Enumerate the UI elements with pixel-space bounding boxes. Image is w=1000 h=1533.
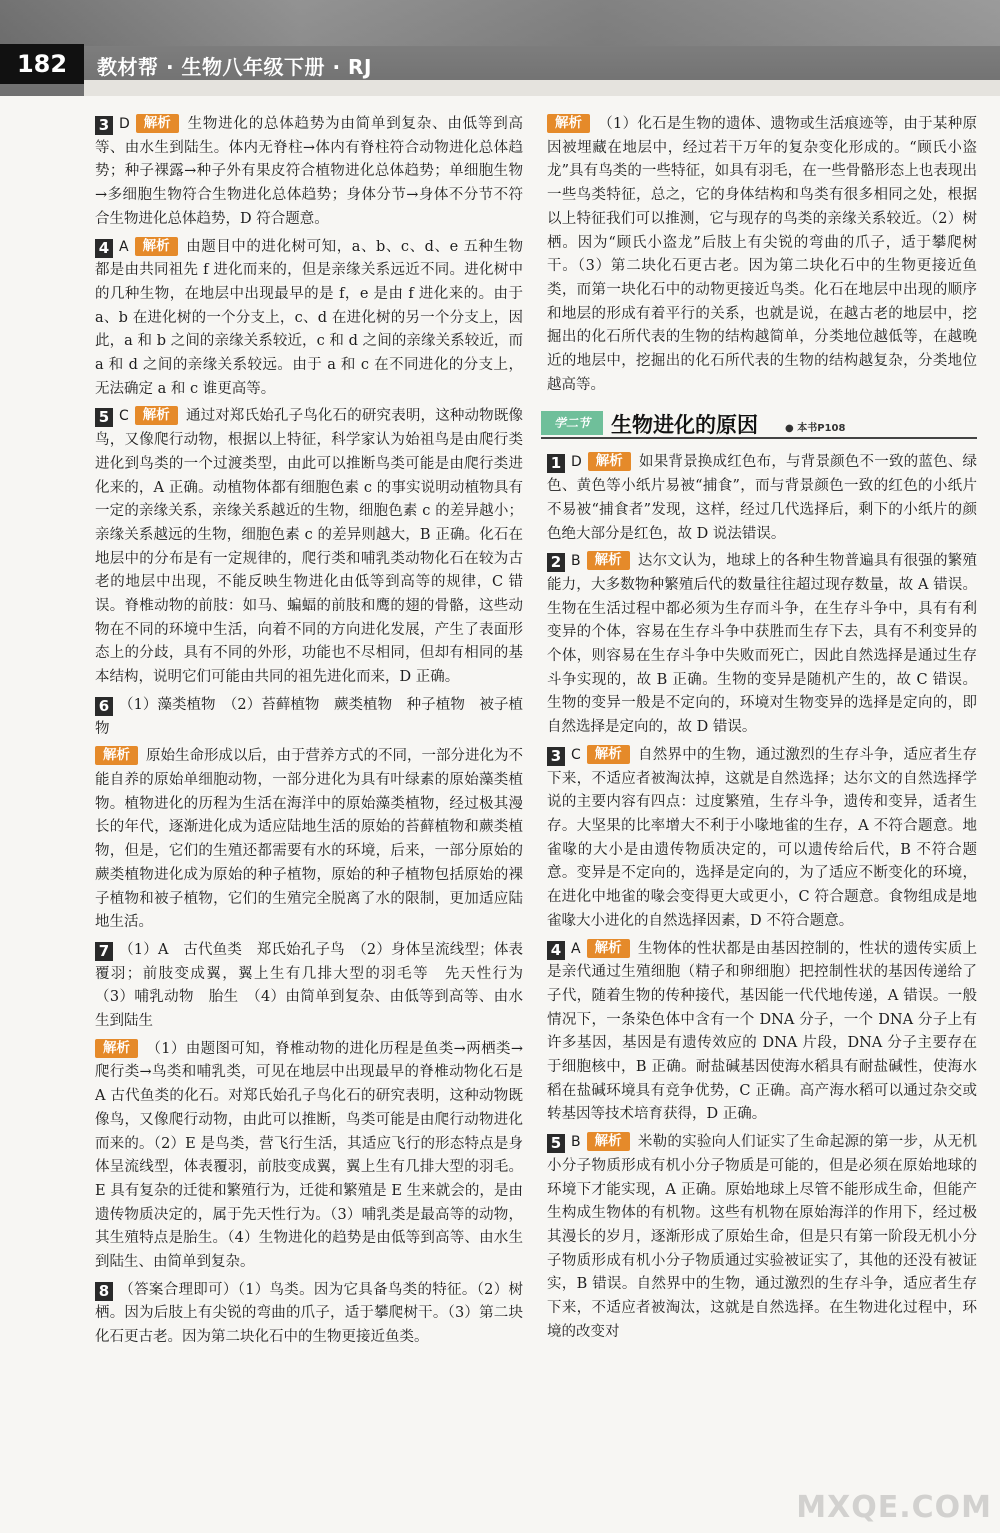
answer-choice: A [571, 940, 581, 957]
question-number: 4 [95, 239, 113, 258]
answer-choice: B [571, 553, 581, 570]
page-number: 182 [0, 44, 84, 84]
section-reference: ● 本书P108 [785, 423, 846, 435]
answer-item [95, 113, 523, 232]
analysis-tag: 解析 [587, 745, 630, 764]
answer-choice: C [571, 746, 581, 763]
watermark: MXQE.COM [796, 1490, 992, 1525]
answer-item [547, 451, 977, 546]
answer-choice: A [119, 238, 129, 255]
answer-item [547, 938, 977, 1128]
left-column [95, 113, 538, 1354]
answer-text: 通过对郑氏始孔子鸟化石的研究表明，这种动物既像鸟，又像爬行动物，根据以上特征，科学家认为始祖鸟是由爬行类进化到鸟类的一个过渡类型，由此可以推断鸟类可能是由爬行类进化来的，A 正确。动植物体都有细胞色素 c 的事实说明动植物具有一定的亲缘关系，亲缘关系越近的生物，细胞色素 c 的差异越小；亲缘关系越远的生物，细胞色素 c 的差异则越大，B 正确。化石在地层中的分布是有一定规律的，爬行类和哺乳类动物化石在较为古老的地层中出现，不能反映生物进化由低等到高等的规律，C 错误。脊椎动物的前肢：如马、蝙蝠的前肢和鹰的翅的骨骼，这些动物在不同的环境中生活，向着不同的方向进化发展，产生了表面形态上的分歧，具有不同的外形，功能也不尽相同，但却有相同的基本结构，说明它们可能由共同的祖先进化而来，D 正确。 [95, 408, 523, 686]
section-header [541, 409, 977, 439]
question-number: 2 [547, 553, 565, 572]
header-shade [0, 0, 1000, 46]
answer-item [547, 550, 977, 740]
answer-text: 生物体的性状都是由基因控制的，性状的遗传实质上是亲代通过生殖细胞（精子和卵细胞）把控制性状的基因传递给了子代，随着生物的传种接代，基因能一代代地传递，A 错误。一般情况下，一条染色体中含有一个 DNA 分子，一个 DNA 分子上有许多基因，基因是有遗传效应的 DNA 片段，DNA 分子主要存在于细胞核中，B 正确。耐盐碱基因使海水稻具有耐盐碱性，使海水稻在盐碱环境具有竞争优势，C 正确。高产海水稻可以通过杂交或转基因等技术培育获得，D 正确。 [547, 940, 977, 1123]
answer-text: （1）藻类植物 （2）苔藓植物 蕨类植物 种子植物 被子植物 [95, 696, 523, 737]
answer-text: 米勒的实验向人们证实了生命起源的第一步，从无机小分子物质形成有机小分子物质是可能的，但是必须在原始地球的环境下才能实现，A 正确。原始地球上尽管不能形成生命，但能产生构成生物体的有机物。这些有机物在原始海洋的作用下，经过极其漫长的岁月，逐渐形成了原始生命，但是只有第一阶段无机小分子物质形成有机小分子物质通过实验被证实了，其他的还没有被证实，B 错误。自然界中的生物，通过激烈的生存斗争，适应者生存下来，不适应者被淘汰，这就是自然选择。在生物进化过程中，环境的改变对 [547, 1134, 977, 1340]
answer-item [95, 236, 523, 402]
page-header [0, 0, 1000, 96]
analysis-tag: 解析 [136, 114, 179, 133]
answer-item [95, 745, 523, 935]
answer-text: （1）A 古代鱼类 郑氏始孔子鸟 （2）身体呈流线型；体表覆羽；前肢变成翼，翼上生有几排大型的羽毛等 先天性行为 （3）哺乳动物 胎生 （4）由简单到复杂、由低等到高等、由水生到陆生 [95, 941, 538, 1030]
right-items [547, 451, 977, 1344]
question-number: 8 [95, 1282, 113, 1301]
answer-item [547, 113, 977, 397]
analysis-tag: 解析 [587, 551, 630, 570]
answer-choice: D [571, 454, 582, 471]
header-band [84, 80, 1000, 96]
question-number: 5 [547, 1134, 565, 1153]
answer-text: 由题目中的进化树可知，a、b、c、d、e 五种生物都是由共同祖先 f 进化而来的，但是亲缘关系远近不同。进化树中的几种生物，在地层中出现最早的是 f，e 是由 f 进化来的。由于 a、b 在进化树的一个分支上，c、d 在进化树的另一个分支上，因此，a 和 b 之间的亲缘关系较近，c 和 d 之间的亲缘关系较近，而 a 和 d 之间的亲缘关系较远。由于 a 和 c 在不同进化的分支上，无法确定 a 和 c 谁更高等。 [95, 238, 523, 397]
answer-item [95, 939, 538, 1034]
question-number: 6 [95, 697, 113, 716]
answer-text: 如果背景换成红色布，与背景颜色不一致的蓝色、绿色、黄色等小纸片易被“捕食”，而与背景颜色一致的红色的小纸片不易被“捕食者”发现，这样，经过几代选择后，剩下的小纸片的颜色绝大部分是红色，故 D 说法错误。 [547, 454, 977, 542]
answer-text: （1）化石是生物的遗体、遗物或生活痕迹等，由于某种原因被埋藏在地层中，经过若干万年的复杂变化形成的。“顾氏小盗龙”具有鸟类的一些特征，如具有羽毛，在一些骨骼形态上也表现出一些鸟类特征，总之，它的身体结构和鸟类有很多相同之处，根据以上特征我们可以推测，它与现存的鸟类的亲缘关系较近。（2）树栖。因为“顾氏小盗龙”后肢上有尖锐的弯曲的爪子，适于攀爬树干。（3）第二块化石更古老。因为第二块化石中的生物更接近鱼类，而第一块化石中的动物更接近鸟类。化石在地层中出现的顺序和地层的形成有着平行的关系，也就是说，在越古老的地层中，挖掘出的化石所代表的生物的结构越简单，分类地位越低等，在越晚近的地层中，挖掘出的化石所代表的生物的结构越复杂，分类地位越高等。 [547, 116, 977, 393]
answer-choice: B [571, 1134, 581, 1151]
question-number: 1 [547, 454, 565, 473]
question-number: 3 [95, 116, 113, 135]
answer-text: 生物进化的总体趋势为由简单到复杂、由低等到高等、由水生到陆生。体内无脊柱→体内有脊柱符合动物进化总体趋势；种子裸露→种子外有果皮符合植物进化总体趋势；单细胞生物→多细胞生物符合生物进化总体趋势；身体分节→身体不分节不符合生物进化总体趋势，D 符合题意。 [95, 116, 523, 227]
book-title: 教材帮 · 生物八年级下册 · RJ [97, 55, 372, 79]
analysis-tag: 解析 [135, 406, 178, 425]
answer-text: 原始生命形成以后，由于营养方式的不同，一部分进化为不能自养的原始单细胞动物，一部分进化为具有叶绿素的原始藻类植物。植物进化的历程为生活在海洋中的原始藻类植物，经过极其漫长的年代，逐渐进化成为适应陆地生活的原始的苔藓植物和蕨类植物，但是，它们的生殖还都需要有水的环境，后来，一部分原始的蕨类植物进化成为原始的种子植物，原始的种子植物包括原始的裸子植物和被子植物，它们的生殖完全脱离了水的限制，更加适应陆地生活。 [95, 748, 523, 931]
analysis-tag: 解析 [587, 939, 630, 958]
analysis-tag: 解析 [587, 1132, 630, 1151]
right-column [547, 113, 977, 1348]
answer-text: （答案合理即可）（1）鸟类。因为它具备鸟类的特征。（2）树栖。因为后肢上有尖锐的弯曲的爪子，适于攀爬树干。（3）第二块化石更古老。因为第二块化石中的生物更接近鱼类。 [95, 1281, 523, 1346]
analysis-tag: 解析 [135, 237, 178, 256]
answer-text: （1）由题图可知，脊椎动物的进化历程是鱼类→两栖类→爬行类→鸟类和哺乳类，可见在地层中出现最早的脊椎动物化石是 A 古代鱼类的化石。对郑氏始孔子鸟化石的研究表明，这种动物既像鸟，又像爬行动物，由此可以推断，鸟类可能是由爬行动物进化而来的。（2）E 是鸟类，营飞行生活，其适应飞行的形态特点是身体呈流线型，体表覆羽，前肢变成翼，翼上生有几排大型的羽毛。E 具有复杂的迁徙和繁殖行为，迁徙和繁殖是 E 生来就会的，是由遗传物质决定的，属于先天性行为。（3）哺乳类是最高等的动物，其生殖特点是胎生。（4）生物进化的趋势是由低等到高等、由水生到陆生、由简单到复杂。 [95, 1040, 523, 1271]
question-number: 5 [95, 408, 113, 427]
question-number: 7 [95, 942, 113, 961]
analysis-tag: 解析 [547, 114, 590, 133]
question-number: 3 [547, 747, 565, 766]
answer-item [547, 744, 977, 934]
answer-text: 自然界中的生物，通过激烈的生存斗争，适应者生存下来，不适应者被淘汰掉，这就是自然选择；达尔文的自然选择学说的主要内容有四点：过度繁殖，生存斗争，遗传和变异，适者生存。大坚果的比率增大不利于小喙地雀的生存，A 不符合题意。地雀喙的大小是由遗传物质决定的，可以遗传给后代，B 不符合题意。变异是不定向的，选择是定向的，为了适应不断变化的环境，在进化中地雀的喙会变得更大或更小，C 符合题意。食物组成是地雀喙大小进化的自然选择因素，D 不符合题意。 [547, 746, 977, 929]
answer-choice: C [119, 408, 129, 425]
answer-choice: D [119, 116, 130, 132]
analysis-tag: 解析 [95, 746, 138, 765]
answer-item [95, 405, 523, 689]
answer-item [547, 1131, 977, 1344]
answer-item [95, 694, 523, 741]
analysis-tag: 解析 [95, 1039, 138, 1058]
answer-item [95, 1038, 523, 1275]
answer-item [95, 1279, 523, 1350]
section-tag: 学二节 [541, 411, 603, 435]
section-title: 生物进化的原因 [611, 413, 758, 438]
answer-text: 达尔文认为，地球上的各种生物普遍具有很强的繁殖能力，大多数物种繁殖后代的数量往往超过现存数量，故 A 错误。生物在生活过程中都必须为生存而斗争，在生存斗争中，具有有利变异的个体，容易在生存斗争中获胜而生存下去，具有不利变异的个体，则容易在生存斗争中失败而死亡，因此自然选择是通过生存斗争实现的，故 B 正确。生物的变异是随机产生的，故 C 错误。生物的变异一般是不定向的，环境对生物变异的选择是定向的，即自然选择是定向的，故 D 错误。 [547, 553, 977, 736]
analysis-tag: 解析 [588, 452, 631, 471]
question-number: 4 [547, 941, 565, 960]
